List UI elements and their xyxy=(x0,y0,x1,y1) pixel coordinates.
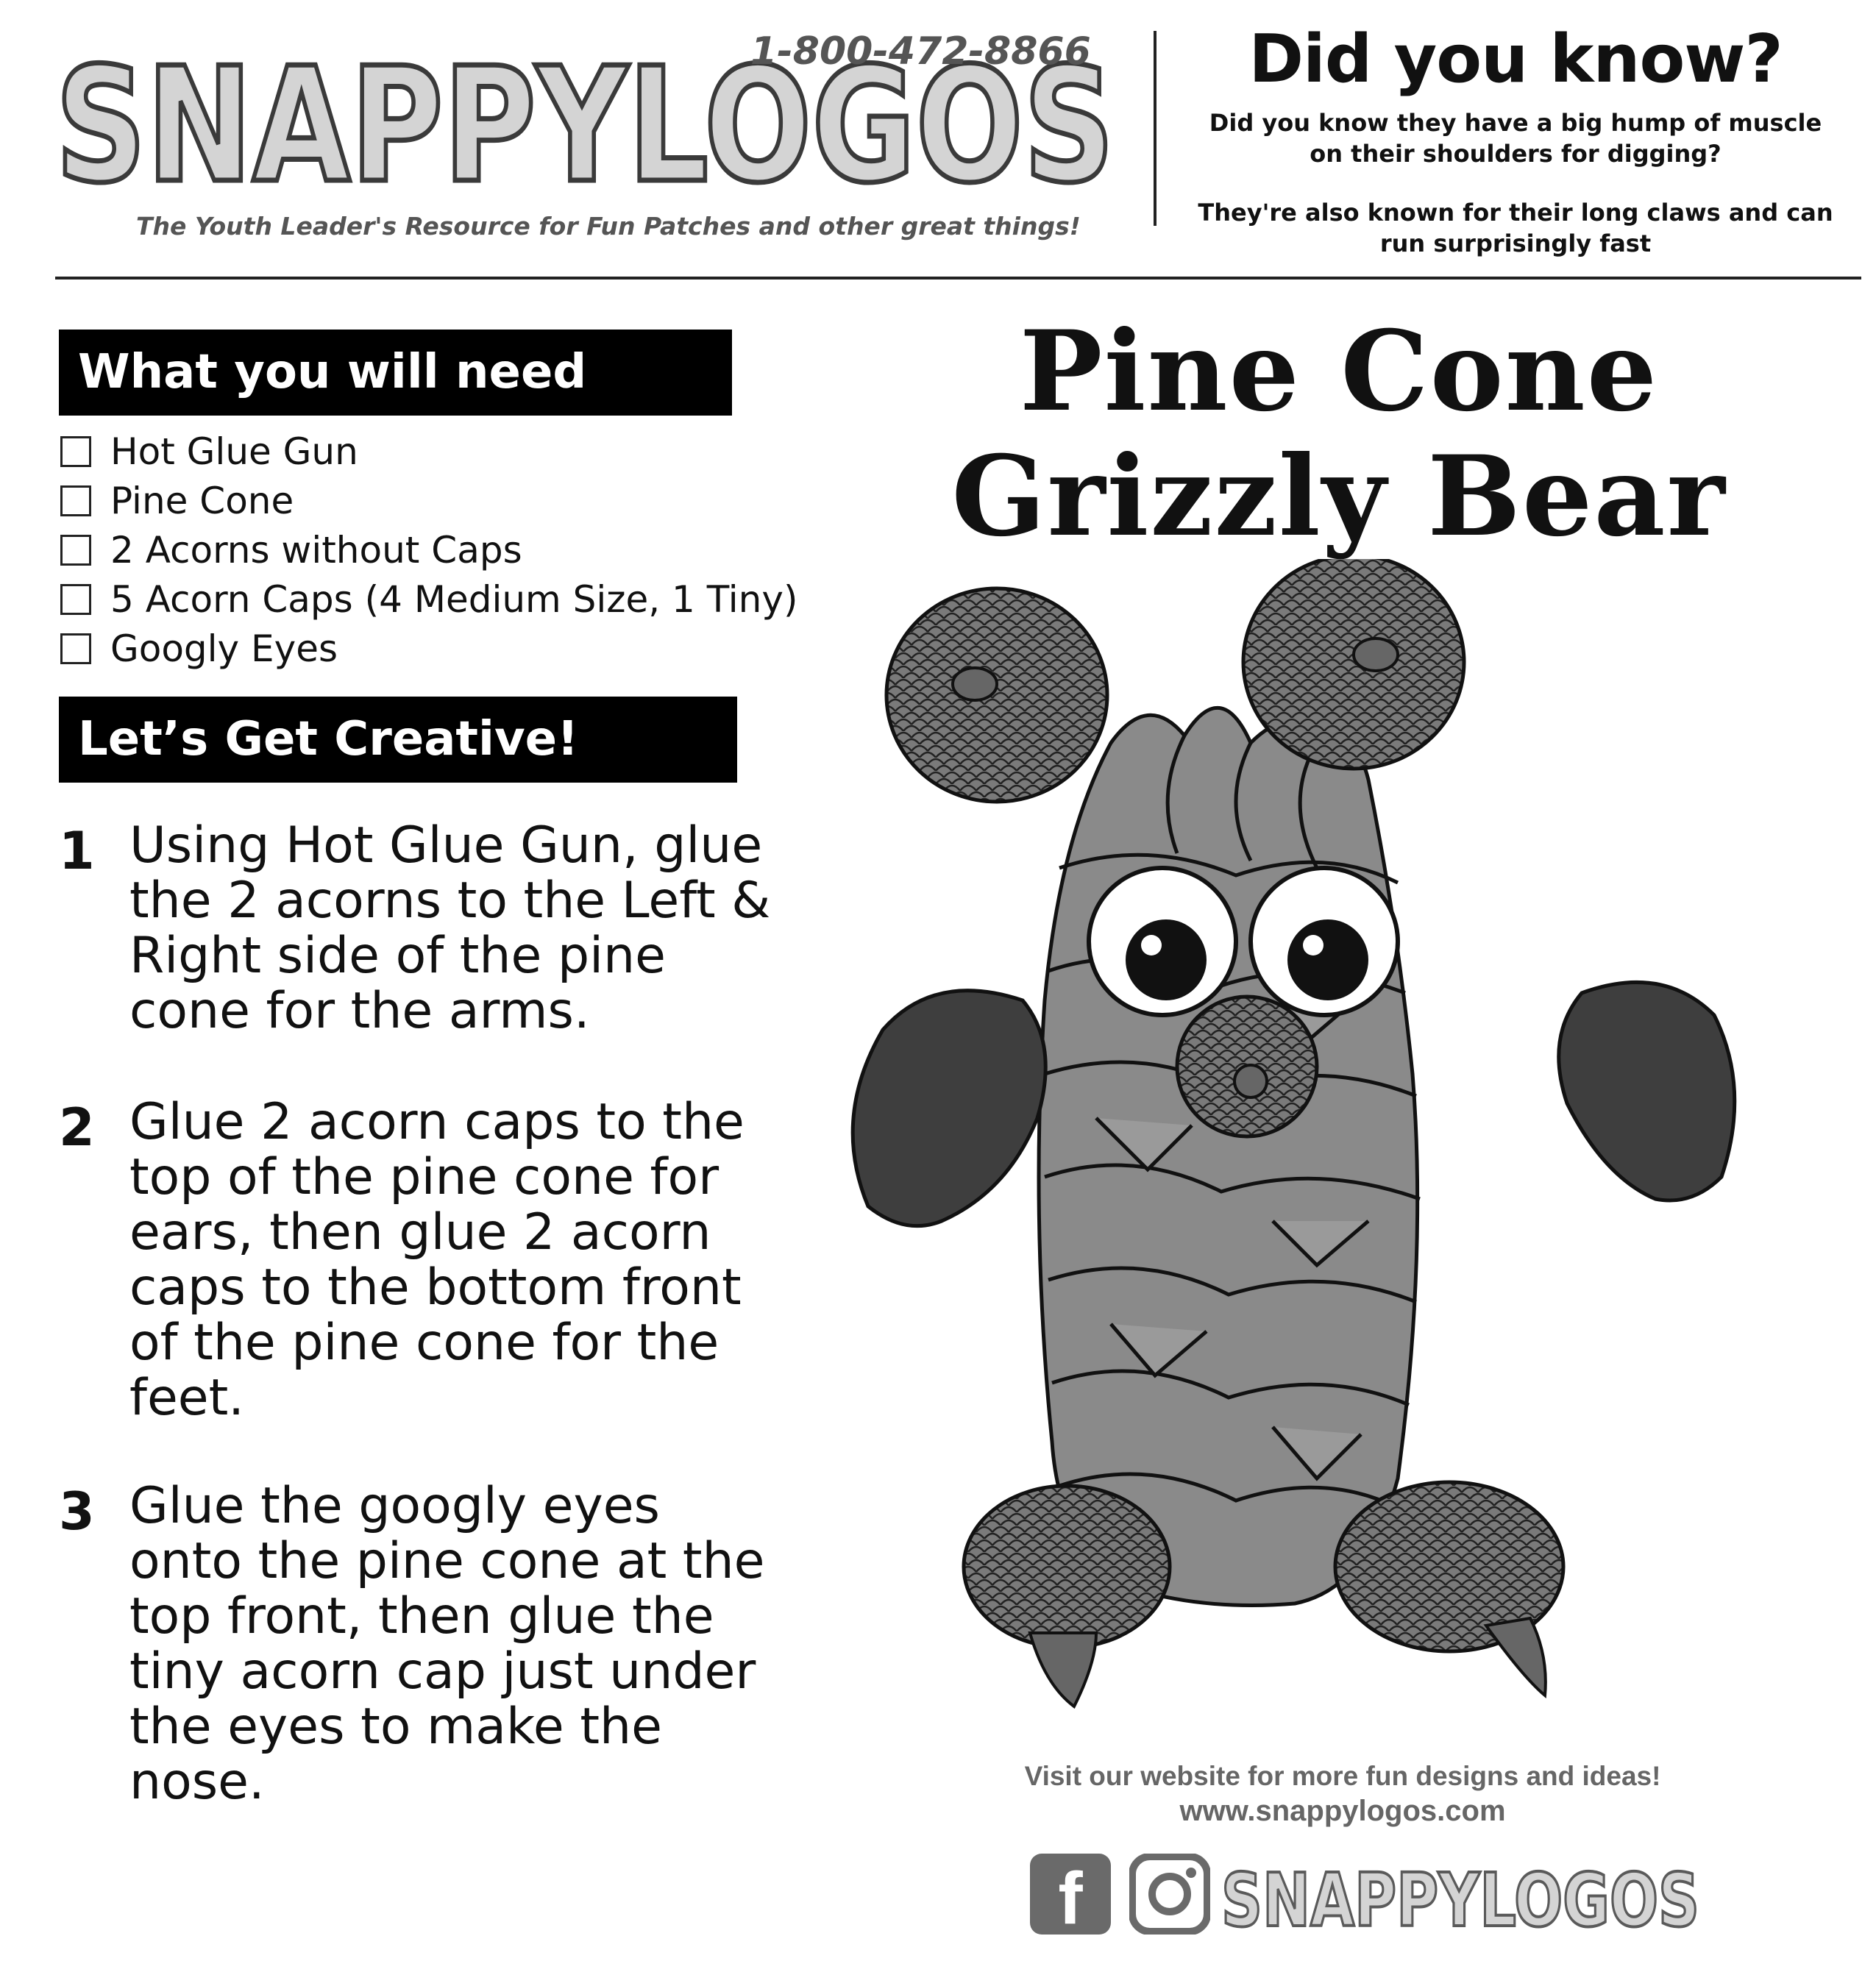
googly-eye xyxy=(1251,868,1398,1015)
arm-acorn xyxy=(1559,982,1735,1200)
checkbox[interactable] xyxy=(60,436,91,467)
step-text: Using Hot Glue Gun, glue the 2 acorns to the Left & Right side of the pine cone for the arms. xyxy=(129,816,771,1040)
cap-stem xyxy=(1354,638,1398,671)
pine-cone-bear-illustration xyxy=(839,559,1795,1773)
arm-acorn xyxy=(853,991,1045,1226)
checkbox[interactable] xyxy=(60,485,91,516)
supplies-heading: What you will need xyxy=(59,330,732,416)
phone-number: 1-800-472-8866 xyxy=(750,29,1091,74)
did-you-know-title: Did you know? xyxy=(1248,21,1783,98)
facebook-icon[interactable]: f xyxy=(1030,1854,1111,1935)
header-rule xyxy=(55,277,1861,280)
footer-snappylogos-logo[interactable] xyxy=(1221,1845,1707,1940)
checkbox[interactable] xyxy=(60,535,91,566)
supply-label: Hot Glue Gun xyxy=(110,430,358,473)
supply-item xyxy=(60,525,797,574)
craft-title-line: Grizzly Bear xyxy=(951,432,1727,561)
supply-item xyxy=(60,574,797,624)
supply-label: Pine Cone xyxy=(110,479,294,522)
instagram-icon[interactable] xyxy=(1129,1854,1210,1935)
checkbox[interactable] xyxy=(60,584,91,615)
step-number: 1 xyxy=(59,821,95,881)
foot-acorn-cap xyxy=(964,1486,1170,1706)
logo-tagline: The Youth Leader's Resource for Fun Patches and other great things! xyxy=(136,212,1081,241)
step-text: Glue 2 acorn caps to the top of the pine cone for ears, then glue 2 acorn caps to the bottom front of the pine cone for the feet. xyxy=(129,1093,745,1427)
supplies-checklist xyxy=(60,427,797,673)
ear-acorn-cap xyxy=(1243,559,1464,769)
supply-item xyxy=(60,624,797,673)
header-divider xyxy=(1154,31,1156,226)
logo-wordmark: SNAPPYLOGOS xyxy=(55,33,1115,218)
checkbox[interactable] xyxy=(60,633,91,664)
did-you-know-fact: They're also known for their long claws and can run surprisingly fast xyxy=(1198,199,1833,257)
foot-acorn-cap xyxy=(1335,1482,1563,1695)
supply-item xyxy=(60,476,797,525)
step-number: 3 xyxy=(59,1481,95,1542)
cap-stem xyxy=(953,668,997,700)
craft-title xyxy=(912,309,1766,559)
craft-title-line: Pine Cone xyxy=(1019,307,1659,436)
supply-label: Googly Eyes xyxy=(110,627,338,670)
pine-cone-body xyxy=(1039,708,1420,1605)
step-number: 2 xyxy=(59,1097,95,1158)
footer-logo-wordmark: SNAPPYLOGOS xyxy=(1221,1857,1699,1940)
ear-acorn-cap xyxy=(887,588,1107,802)
instructions-heading: Let’s Get Creative! xyxy=(59,697,737,783)
supply-item xyxy=(60,427,797,476)
cap-stem xyxy=(1234,1065,1267,1097)
website-link[interactable]: www.snappylogos.com xyxy=(1179,1795,1506,1827)
googly-eye xyxy=(1089,868,1236,1015)
supply-label: 2 Acorns without Caps xyxy=(110,528,522,572)
supply-label: 5 Acorn Caps (4 Medium Size, 1 Tiny) xyxy=(110,577,798,621)
footer-visit-text: Visit our website for more fun designs and ideas! xyxy=(1024,1761,1661,1791)
did-you-know-fact: Did you know they have a big hump of muscle on their shoulders for digging? xyxy=(1209,109,1822,168)
step-text: Glue the googly eyes onto the pine cone at the top front, then glue the tiny acorn cap just under the eyes to make the nose. xyxy=(129,1477,765,1811)
